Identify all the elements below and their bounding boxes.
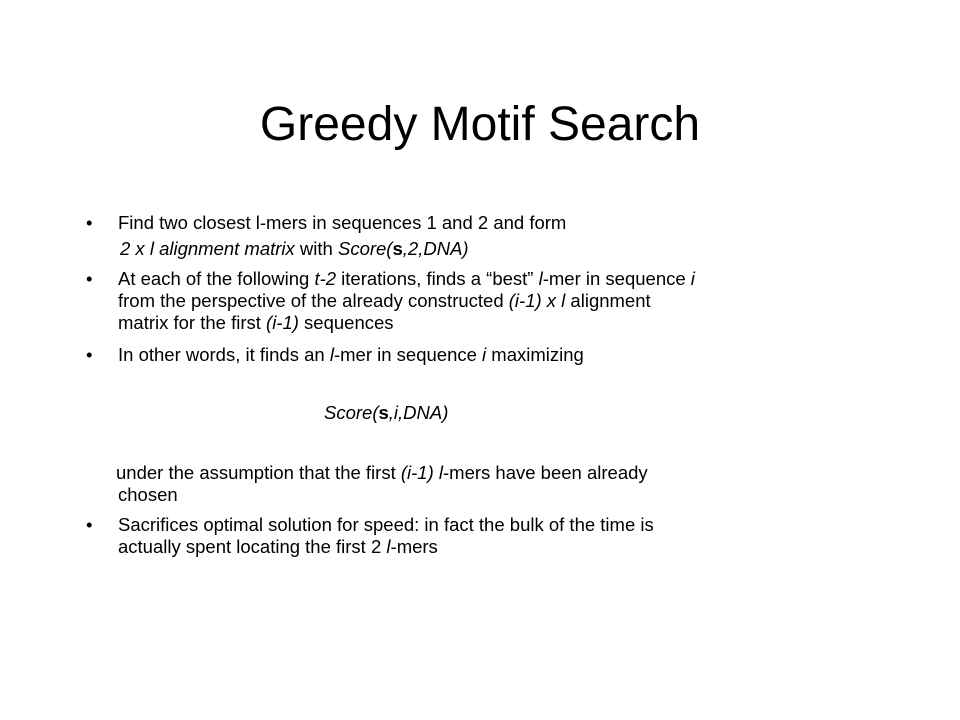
bullet-icon: • — [86, 514, 93, 535]
bullet-icon: • — [86, 344, 93, 365]
assumption-text: under the assumption that the first (i-1) l-mers have been already chosen — [116, 462, 648, 505]
bullet-icon: • — [86, 212, 93, 233]
bullet-continuation: 2 x l alignment matrix with Score(s,2,DNA) — [120, 238, 469, 259]
bullet-closest-lmers — [86, 212, 886, 234]
bullet-sacrifices: • Sacrifices optimal solution for speed: in fact the bulk of the time is actually spent locating the first 2 l-mers — [86, 514, 654, 557]
bullet-icon: • — [86, 268, 93, 289]
bullet-text: Find two closest l-mers in sequences 1 and 2 and form — [118, 212, 567, 233]
formula: Score(s,i,DNA) — [324, 402, 449, 423]
slide-body — [86, 212, 886, 564]
bullet-in-other-words: • In other words, it finds an l-mer in sequence i maximizing — [86, 344, 584, 365]
slide-title: Greedy Motif Search — [259, 98, 701, 151]
bullet-iterations: • At each of the following t-2 iterations, finds a “best” l-mer in sequence i from the perspective of the already constructed (i-1) x l alignment matrix for the first (i-1) sequences — [86, 268, 695, 333]
